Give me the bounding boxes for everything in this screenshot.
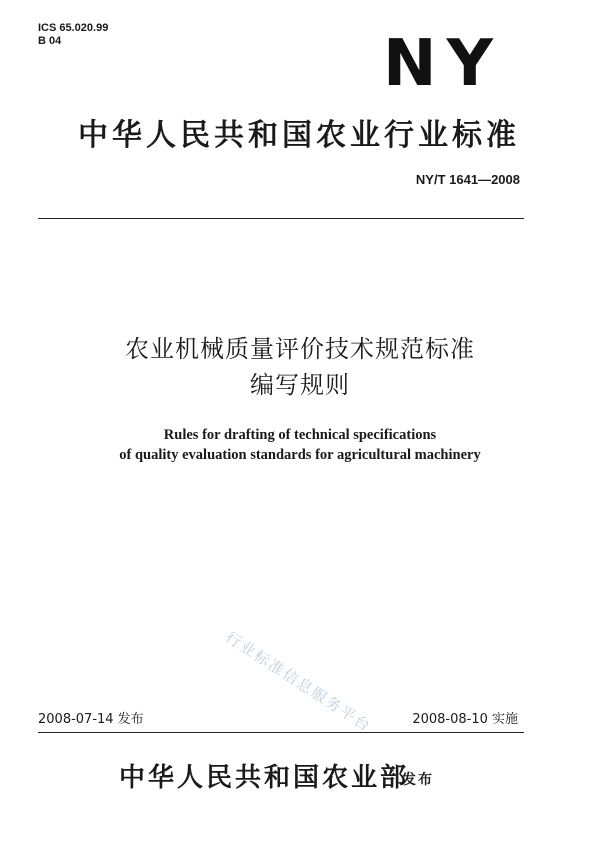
ics-code: ICS 65.020.99 (38, 22, 109, 34)
ccs-code: B 04 (38, 35, 62, 47)
implementation-date: 2008-08-10 实施 (412, 712, 518, 727)
issue-label: 发布 (402, 772, 434, 788)
standard-number: NY/T 1641—2008 (415, 172, 520, 187)
document-title-en-line2: of quality evaluation standards for agricultural machinery (119, 447, 481, 463)
ny-logo: NY (383, 27, 503, 101)
standard-category-title: 中华人民共和国农业行业标准 (78, 118, 520, 153)
issuing-authority: 中华人民共和国农业部 (119, 763, 410, 793)
document-title-cn-line2: 编写规则 (250, 371, 350, 399)
watermark: 行业标准信息服务平台 (222, 628, 375, 736)
document-title-en-line1: Rules for drafting of technical specifications (163, 427, 437, 443)
header-divider (38, 218, 524, 219)
issue-date: 2008-07-14 发布 (38, 712, 144, 727)
footer-divider (38, 732, 524, 733)
document-title-cn-line1: 农业机械质量评价技术规范标准 (125, 335, 475, 363)
